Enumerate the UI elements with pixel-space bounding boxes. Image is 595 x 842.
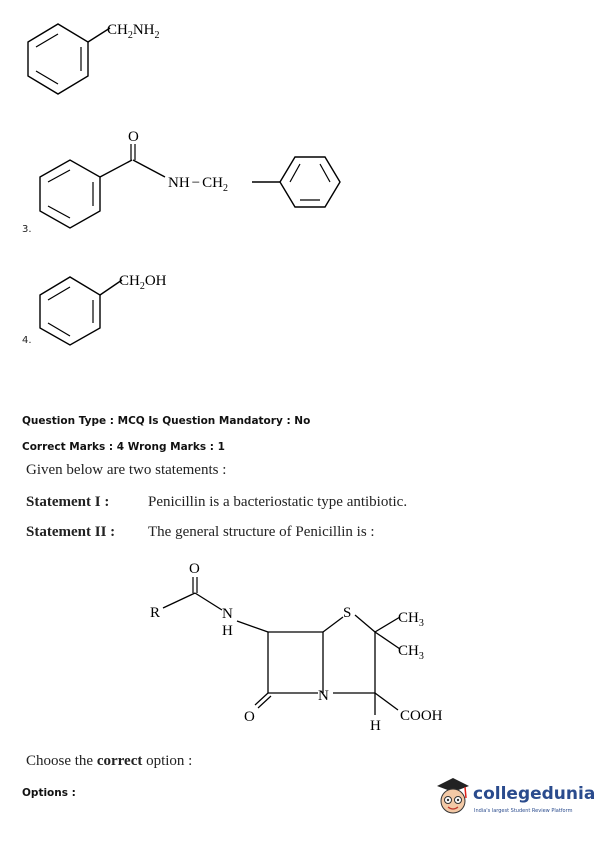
question-intro: Given below are two statements : <box>26 462 227 478</box>
penicillin-h-bottom: H <box>370 718 381 734</box>
structure-benzylamine <box>0 0 260 110</box>
penicillin-n-ring: N <box>318 688 329 704</box>
logo-name: collegedunia <box>473 784 595 804</box>
penicillin-o-top: O <box>189 561 200 577</box>
structure-benzylbenzamide <box>0 120 400 230</box>
benzyl-alcohol-substituent-label: $CH_2OH$ <box>119 273 167 292</box>
choose-suffix: option : <box>142 753 193 769</box>
question-type-line: Question Type : MCQ Is Question Mandatory : No <box>22 415 311 427</box>
option-number-4: 4. <box>22 335 32 346</box>
penicillin-s: S <box>343 605 352 621</box>
penicillin-o-lactam: O <box>244 709 255 725</box>
benzylamine-substituent-label: $CH_2NH_2$ <box>107 22 160 41</box>
choose-prefix: Choose the <box>26 753 97 769</box>
structure-penicillin <box>0 555 595 740</box>
mascot-icon <box>435 776 471 816</box>
penicillin-ch3-a: $CH_3$ <box>398 610 424 629</box>
statement-2-label: Statement II : <box>26 524 116 540</box>
statement-1-label: Statement I : <box>26 494 110 510</box>
structure-benzyl-alcohol <box>0 255 260 345</box>
penicillin-r: R <box>150 605 161 621</box>
benzamide-linker-label: NH − $CH_2$ <box>168 175 228 194</box>
option-number-3: 3. <box>22 224 32 235</box>
collegedunia-logo <box>435 776 595 826</box>
penicillin-ch3-b: $CH_3$ <box>398 643 424 662</box>
statement-1-text: Penicillin is a bacteriostatic type antibiotic. <box>148 494 408 510</box>
statement-2-text: The general structure of Penicillin is : <box>148 524 375 540</box>
penicillin-cooh: COOH <box>400 708 443 724</box>
benzamide-carbonyl-o: O <box>128 129 139 145</box>
penicillin-h-amide: H <box>222 623 233 639</box>
penicillin-n-amide: N <box>222 606 233 622</box>
logo-tagline: India's largest Student Review Platform <box>474 808 573 814</box>
choose-option-line <box>26 753 192 770</box>
marks-line: Correct Marks : 4 Wrong Marks : 1 <box>22 441 225 453</box>
choose-bold: correct <box>96 753 143 769</box>
options-label: Options : <box>22 787 76 799</box>
